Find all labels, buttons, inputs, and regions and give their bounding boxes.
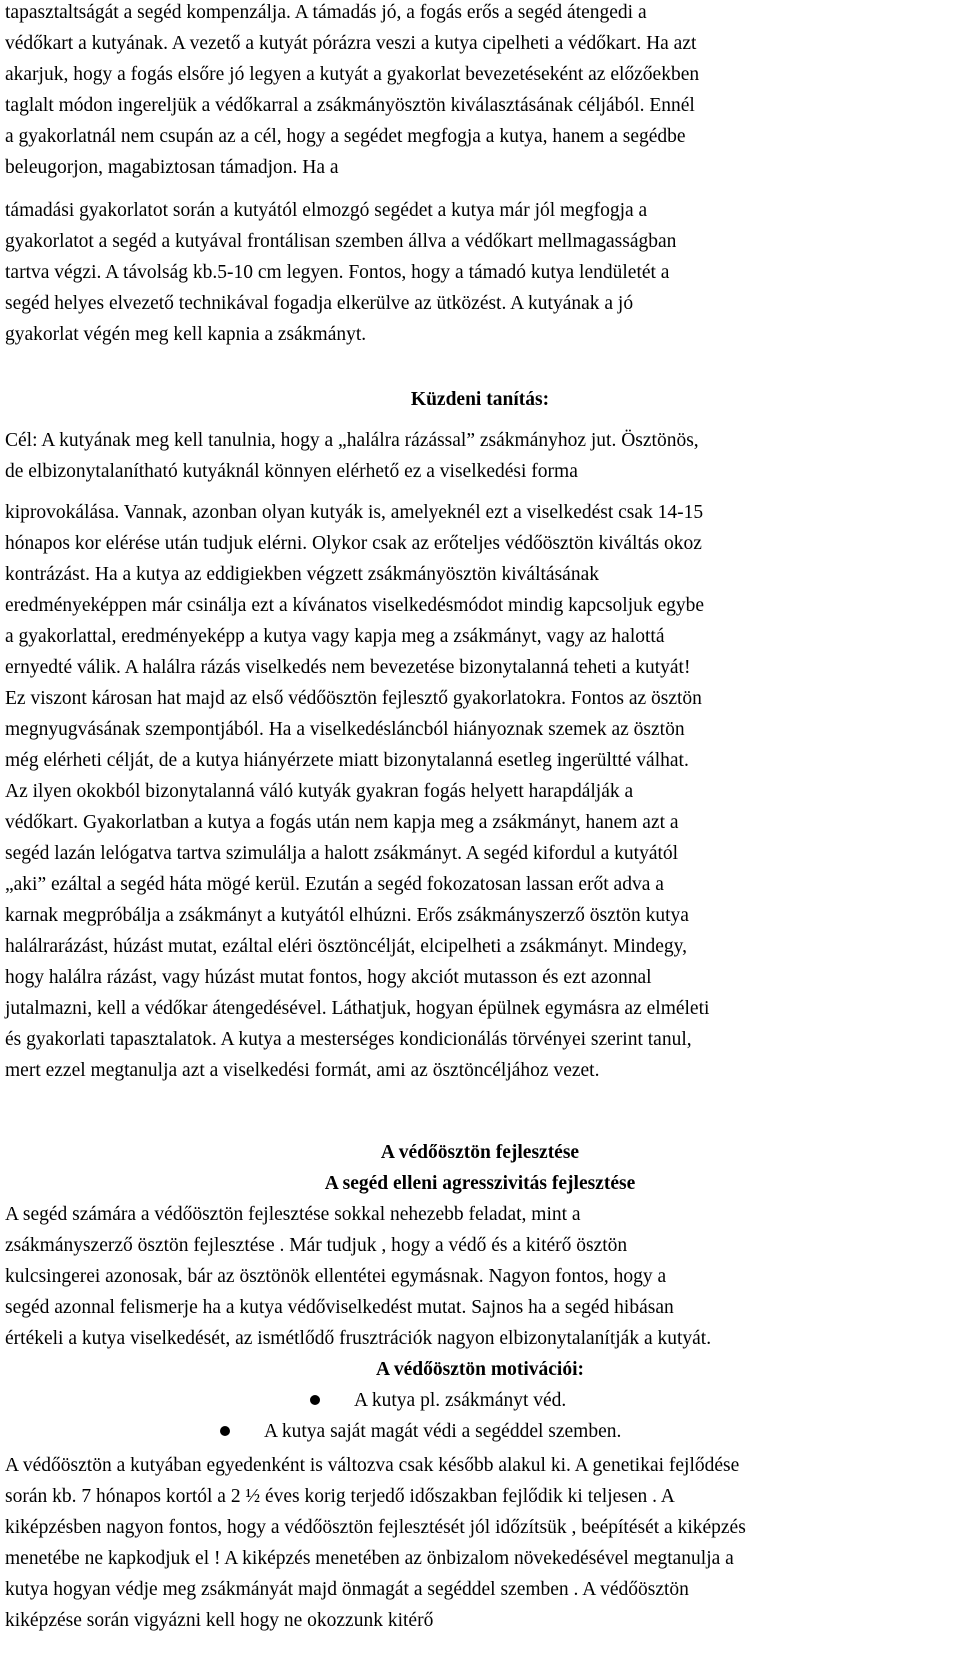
paragraph-line: során kb. 7 hónapos kortól a 2 ½ éves korig terjedő időszakban fejlődik ki teljesen . A (5, 1486, 675, 1507)
paragraph-line: kiképzése során vigyázni kell hogy ne okozzunk kitérő (5, 1610, 434, 1631)
bullet-text: A kutya saját magát védi a segéddel szemben. (264, 1421, 622, 1442)
bullet-item (310, 1385, 566, 1417)
paragraph-line: beleugorjon, magabiztosan támadjon. Ha a (5, 157, 339, 178)
paragraph-line: „aki” ezáltal a segéd háta mögé kerül. Ezután a segéd fokozatosan lassan erőt adva a (5, 874, 664, 895)
paragraph-line: tapasztaltságát a segéd kompenzálja. A támadás jó, a fogás erős a segéd átengedi a (5, 2, 647, 23)
paragraph-line: halálrarázást, húzást mutat, ezáltal eléri ösztöncélját, elcipelheti a zsákmányt. Mindegy, (5, 936, 688, 957)
paragraph-line: védőkart. Gyakorlatban a kutya a fogás után nem kapja meg a zsákmányt, hanem azt a (5, 812, 679, 833)
paragraph-line: értékeli a kutya viselkedését, az ismétlődő frusztrációk nagyon elbizonytalanítják a kutyát. (5, 1328, 712, 1349)
paragraph-line: kontrázást. Ha a kutya az eddigiekben végzett zsákmányösztön kiváltásának (5, 564, 599, 585)
paragraph-line: támadási gyakorlatot során a kutyától elmozgó segédet a kutya már jól megfogja a (5, 200, 648, 221)
paragraph-line: segéd lazán lelógatva tartva szimulálja a halott zsákmányt. A segéd kifordul a kutyától (5, 843, 679, 864)
paragraph-line: segéd azonnal felismerje ha a kutya védőviselkedést mutat. Sajnos ha a segéd hibásan (5, 1297, 674, 1318)
paragraph-line: menetébe ne kapkodjuk el ! A kiképzés menetében az önbizalom növekedésével megtanulja a (5, 1548, 734, 1569)
paragraph-line: Ez viszont károsan hat majd az első védőösztön fejlesztő gyakorlatokra. Fontos az ösztön (5, 688, 702, 709)
paragraph-line: A védőösztön a kutyában egyedenként is változva csak később alakul ki. A genetikai fejlődése (5, 1455, 740, 1476)
paragraph-line: gyakorlat végén meg kell kapnia a zsákmányt. (5, 324, 367, 345)
paragraph-line: mert ezzel megtanulja azt a viselkedési formát, ami az ösztöncéljához vezet. (5, 1060, 600, 1081)
paragraph-line: kulcsingerei azonosak, bár az ösztönök ellentétei egymásnak. Nagyon fontos, hogy a (5, 1266, 667, 1287)
paragraph-line: akarjuk, hogy a fogás elsőre jó legyen a kutyát a gyakorlat bevezetéseként az előzőekben (5, 64, 700, 85)
paragraph-line: taglalt módon ingereljük a védőkarral a zsákmányösztön kiválasztásának céljából. Ennél (5, 95, 695, 116)
section-subheading: A segéd elleni agresszivitás fejlesztése (324, 1173, 636, 1194)
paragraph-line: védőkart a kutyának. A vezető a kutyát pórázra veszi a kutya cipelheti a védőkart. Ha azt (5, 33, 697, 54)
paragraph-line: de elbizonytalanítható kutyáknál könnyen elérhető ez a viselkedési forma (5, 461, 578, 482)
bullet-icon (310, 1395, 320, 1405)
paragraph-line: A segéd számára a védőösztön fejlesztése sokkal nehezebb feladat, mint a (5, 1204, 581, 1225)
paragraph-line: a gyakorlattal, eredményeképp a kutya vagy kapja meg a zsákmányt, vagy az halottá (5, 626, 665, 647)
paragraph-line: Cél: A kutyának meg kell tanulnia, hogy a „halálra rázással” zsákmányhoz jut. Ösztönös, (5, 430, 699, 451)
section-heading: A védőösztön fejlesztése (380, 1142, 580, 1163)
section-heading: Küzdeni tanítás: (410, 389, 550, 410)
paragraph-line: gyakorlatot a segéd a kutyával frontálisan szemben állva a védőkart mellmagasságban (5, 231, 677, 252)
paragraph-line: hónapos kor elérése után tudjuk elérni. Olykor csak az erőteljes védőösztön kiváltás okoz (5, 533, 702, 554)
bullet-text: A kutya pl. zsákmányt véd. (354, 1390, 567, 1411)
paragraph-line: kutya hogyan védje meg zsákmányát majd önmagát a segéddel szemben . A védőösztön (5, 1579, 689, 1600)
bullet-item (220, 1416, 621, 1448)
paragraph-line: és gyakorlati tapasztalatok. A kutya a mesterséges kondicionálás törvényei szerint tanul, (5, 1029, 692, 1050)
section-heading: A védőösztön motivációi: (376, 1359, 584, 1380)
paragraph-line: kiképzésben nagyon fontos, hogy a védőösztön fejlesztését jól időzítsük , beépítését a kiképzés (5, 1517, 746, 1538)
paragraph-line: hogy halálra rázást, vagy húzást mutat fontos, hogy akciót mutasson és ezt azonnal (5, 967, 652, 988)
paragraph-line: kiprovokálása. Vannak, azonban olyan kutyák is, amelyeknél ezt a viselkedést csak 14-15 (5, 502, 704, 523)
paragraph-line: tartva végzi. A távolság kb.5-10 cm legyen. Fontos, hogy a támadó kutya lendületét a (5, 262, 670, 283)
paragraph-line: jutalmazni, kell a védőkar átengedésével. Láthatjuk, hogyan épülnek egymásra az elméleti (5, 998, 710, 1019)
paragraph-line: ernyedté válik. A halálra rázás viselkedés nem bevezetése bizonytalanná teheti a kutyát! (5, 657, 691, 678)
paragraph-line: még elérheti célját, de a kutya hiányérzete miatt bizonytalanná esetleg ingerültté válhat. (5, 750, 689, 771)
paragraph-line: Az ilyen okokból bizonytalanná váló kutyák gyakran fogás helyett harapdálják a (5, 781, 634, 802)
paragraph-line: megnyugvásának szempontjából. Ha a viselkedésláncból hiányoznak szemek az ösztön (5, 719, 685, 740)
bullet-icon (220, 1426, 230, 1436)
paragraph-line: segéd helyes elvezető technikával fogadja elkerülve az ütközést. A kutyának a jó (5, 293, 634, 314)
paragraph-line: zsákmányszerző ösztön fejlesztése . Már tudjuk , hogy a védő és a kitérő ösztön (5, 1235, 628, 1256)
paragraph-line: karnak megpróbálja a zsákmányt a kutyától elhúzni. Erős zsákmányszerző ösztön kutya (5, 905, 689, 926)
paragraph-line: eredményeképpen már csinálja ezt a kívánatos viselkedésmódot mindig kapcsoljuk egybe (5, 595, 705, 616)
paragraph-line: a gyakorlatnál nem csupán az a cél, hogy a segédet megfogja a kutya, hanem a segédbe (5, 126, 686, 147)
